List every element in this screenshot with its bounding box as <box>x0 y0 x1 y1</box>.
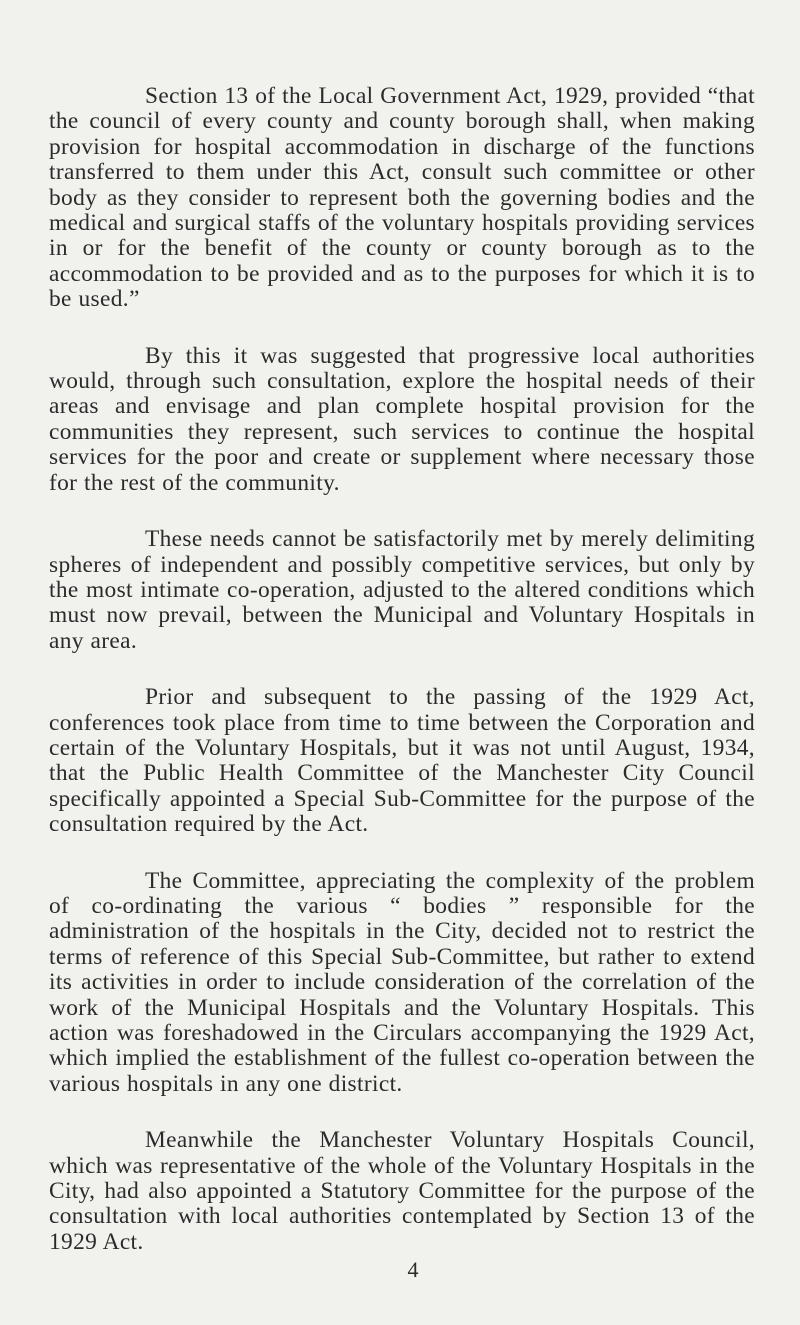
paragraph-progressive-authorities: By this it was suggested that progressive local authorities would, through such consultation, explore the hospital needs of their areas and envisage and plan complete hospital provision for the communities they represent, such services to continue the hospital services for the poor and create or supplement where necessary those for the rest of the community. <box>49 342 755 496</box>
paragraph-voluntary-council: Meanwhile the Manchester Voluntary Hospitals Council, which was representative of the whole of the Voluntary Hospitals in the City, had also appointed a Statutory Committee for the purpose of the consultation with local authorities contemplated by Section 13 of the 1929 Act. <box>49 1127 755 1255</box>
paragraph-prior-conferences: Prior and subsequent to the passing of the 1929 Act, conferences took place from time to time between the Corporation and certain of the Voluntary Hospitals, but it was not until August, 1934, that the Public Health Committee of the Manchester City Council specifically appointed a Special Sub-Committee for the purpose of the consultation required by the Act. <box>49 684 755 838</box>
paragraph-section-13: Section 13 of the Local Government Act, 1929, provided “that the council of every county and county borough shall, when making provision for hospital accommodation in discharge of the functions transferred to them under this Act, consult such committee or other body as they consider to represent both the governing bodies and the medical and surgical staffs of the voluntary hospitals providing services in or for the benefit of the county or county borough as to the accommodation to be provided and as to the purposes for which it is to be used.” <box>49 83 755 313</box>
paragraph-committee-scope: The Committee, appreciating the complexity of the problem of co-ordinating the various “ bodies ” responsible for the administration of the hospitals in the City, decided not to restrict the terms of reference of this Special Sub-Committee, but rather to extend its activities in order to include consideration of the correlation of the work of the Municipal Hospitals and the Voluntary Hospitals. This action was foreshadowed in the Circulars accompanying the 1929 Act, which implied the establishment of the fullest co-operation between the various hospitals in any one district. <box>49 867 755 1097</box>
document-body <box>49 84 755 1255</box>
page-number: 4 <box>407 1257 419 1282</box>
paragraph-needs-cooperation: These needs cannot be satisfactorily met by merely delimiting spheres of independent and possibly competitive services, but only by the most intimate co-operation, adjusted to the altered conditions which must now prevail, between the Municipal and Voluntary Hospitals in any area. <box>49 526 755 654</box>
